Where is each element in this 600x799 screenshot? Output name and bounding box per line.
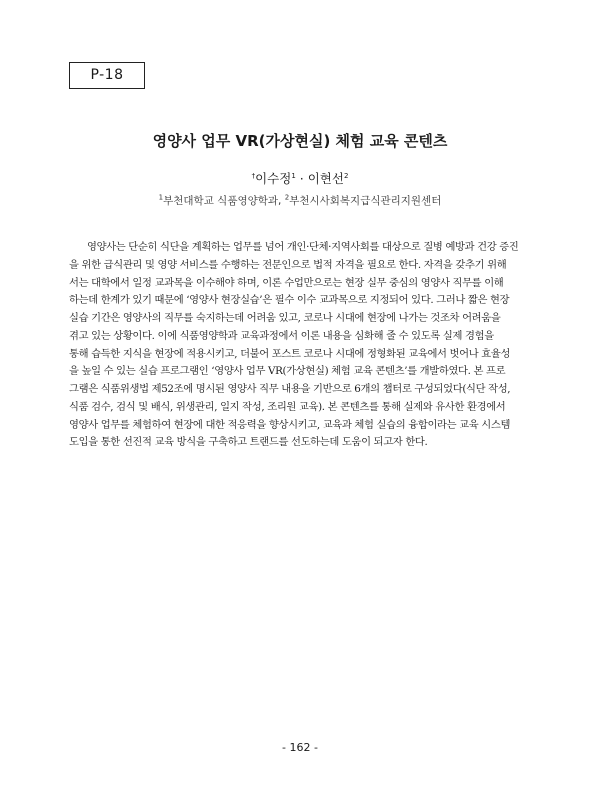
abstract-body bbox=[69, 239, 531, 452]
corresponding-author-mark: † bbox=[251, 171, 256, 180]
abstract-line: 서는 대학에서 일정 교과목을 이수해야 하며, 이론 수업만으로는 현장 실무 중심의 영양사 직무를 이해 bbox=[69, 276, 504, 289]
affiliation-name: 부천시사회복지급식관리지원센터 bbox=[289, 195, 442, 207]
page-number: - 162 - bbox=[282, 741, 318, 754]
author-name: 이수정 bbox=[255, 171, 292, 186]
abstract-line: 을 위한 급식관리 및 영양 서비스를 수행하는 전문인으로 법적 자격을 필요로 한다. 자격을 갖추기 위해 bbox=[69, 258, 507, 271]
abstract-line: 겪고 있는 상황이다. 이에 식품영양학과 교육과정에서 이론 내용을 심화해 줄 수 있도록 실제 경험을 bbox=[69, 329, 494, 342]
paper-title: 영양사 업무 VR(가상현실) 체험 교육 콘텐츠 bbox=[152, 132, 448, 150]
affiliation-superscript: 2 bbox=[284, 193, 290, 202]
abstract-line: 도입을 통한 선진적 교육 방식을 구축하고 트랜드를 선도하는데 도움이 되고자 한다. bbox=[69, 436, 428, 449]
abstract-line: 하는데 한계가 있기 때문에 ‘영양사 현장실습’은 필수 이수 교과목으로 지정되어 있다. 그러나 짧은 현장 bbox=[69, 294, 510, 307]
affiliation-superscript: 1 bbox=[158, 193, 164, 202]
abstract-line: 그램은 식품위생법 제52조에 명시된 영양사 직무 내용을 기반으로 6개의 챕터로 구성되었다(식단 작성, bbox=[69, 383, 511, 395]
affiliation-line bbox=[0, 193, 600, 208]
abstract-line: 식품 검수, 검식 및 배식, 위생관리, 일지 작성, 조리원 교육). 본 콘텐츠를 통해 실제와 유사한 환경에서 bbox=[69, 400, 506, 413]
abstract-line: 실습 기간은 영양사의 직무를 숙지하는데 어려움 있고, 코로나 시대에 현장에 나가는 것조차 어려움을 bbox=[69, 312, 501, 324]
affiliation-superscript: 2 bbox=[343, 171, 349, 180]
abstract-line: 통해 습득한 지식을 현장에 적용시키고, 더불어 포스트 코로나 시대에 정형화된 교육에서 벗어나 효율성 bbox=[69, 347, 511, 360]
abstract-line: 을 높일 수 있는 실습 프로그램인 ‘영양사 업무 VR(가상현실) 체험 교육 콘텐츠’를 개발하였다. 본 프로 bbox=[69, 365, 506, 378]
affiliation-name: 부천대학교 식품영양학과, bbox=[163, 195, 285, 207]
author-line bbox=[0, 169, 600, 187]
paper-code-label: P-18 bbox=[69, 62, 145, 89]
author-separator: · bbox=[295, 171, 308, 186]
abstract-line: 영양사는 단순히 식단을 계획하는 업무를 넘어 개인·단체·지역사회를 대상으로 질병 예방과 건강 증진 bbox=[87, 241, 519, 253]
abstract-line: 영양사 업무를 체험하여 현장에 대한 적응력을 향상시키고, 교육과 체험 실습의 융합이라는 교육 시스템 bbox=[69, 418, 511, 431]
affiliation-superscript: 1 bbox=[291, 171, 296, 180]
author-name: 이현선 bbox=[307, 171, 344, 186]
